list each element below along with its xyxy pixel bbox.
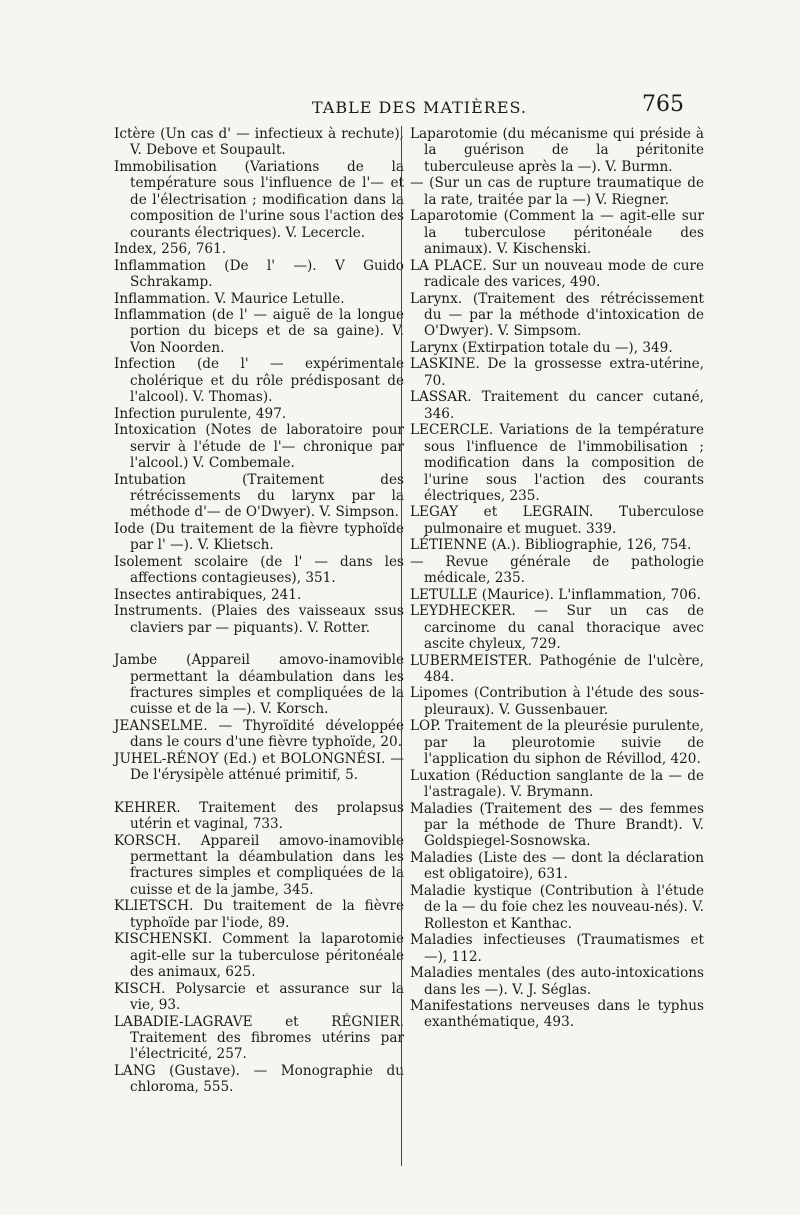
index-entry: Isolement scolaire (de l' — dans les affections contagieuses), 351.	[114, 553, 404, 587]
index-entry: Larynx (Extirpation totale du —), 349.	[410, 339, 673, 356]
left-column	[114, 126, 404, 1096]
index-entry: Maladies (Liste des — dont la déclaration est obligatoire), 631.	[410, 849, 704, 883]
section-gap	[114, 636, 404, 652]
index-entry: Infection (de l' — expérimentale cholérique et du rôle prédisposant de l'alcool). V. Thomas).	[114, 356, 404, 406]
right-column	[404, 126, 704, 1031]
index-entry: Intubation (Traitement des rétrécissements du larynx par la méthode d'— de O'Dwyer). V. Simpson.	[114, 471, 404, 521]
index-entry: Jambe (Appareil amovo-inamovible permettant la déambulation dans les fractures simples et compliquées de la cuisse et de la —). V. Korsch.	[114, 652, 404, 718]
index-entry: JEANSELME. — Thyroïdité développée dans le cours d'une fièvre typhoïde, 20.	[114, 717, 404, 751]
index-entry: Maladie kystique (Contribution à l'étude de la — du foie chez les nouveau-nés). V. Rolleston et Kanthac.	[410, 882, 704, 932]
index-entry: LETULLE (Maurice). L'inflammation, 706.	[410, 586, 701, 603]
index-entry: Manifestations nerveuses dans le typhus exanthématique, 493.	[410, 998, 704, 1031]
index-entry: LANG (Gustave). — Monographie du chloroma, 555.	[114, 1062, 404, 1096]
running-title: TABLE DES MATIÈRES.	[312, 98, 527, 117]
index-entry: Maladies mentales (des auto-intoxications dans les —). V. J. Séglas.	[410, 965, 704, 998]
index-entry: Immobilisation (Variations de la température sous l'influence de l'— et de l'électrisation ; modification dans la composition de l'urine sous l'action des courants électriques). V. Lecercle.	[114, 158, 404, 241]
index-entry: LASKINE. De la grossesse extra-utérine, 70.	[410, 356, 704, 389]
index-entry: LUBERMEISTER. Pathogénie de l'ulcère, 484.	[410, 652, 704, 685]
index-entry: Maladies (Traitement des — des femmes par la méthode de Thure Brandt). V. Goldspiegel-Sosnowska.	[410, 800, 704, 850]
index-entry: LASSAR. Traitement du cancer cutané, 346.	[410, 389, 704, 422]
index-entry: LOP. Traitement de la pleurésie purulente, par la pleurotomie suivie de l'application du siphon de Révillod, 420.	[410, 718, 704, 768]
index-entry: Inflammation (de l' — aiguë de la longue portion du biceps et de sa gaine). V. Von Noorden.	[114, 306, 404, 356]
index-entry: LÉTIENNE (A.). Bibliographie, 126, 754.	[410, 537, 692, 554]
index-entry: Laparotomie (du mécanisme qui préside à la guérison de la péritonite tuberculeuse après la —). V. Burmn.	[410, 126, 704, 175]
index-entry: LEYDHECKER. — Sur un cas de carcinome du canal thoracique avec ascite chyleux, 729.	[410, 603, 704, 653]
index-entry: KISCHENSKI. Comment la laparotomie agit-elle sur la tuberculose péritonéale des animaux, 625.	[114, 931, 404, 981]
index-entry: Infection purulente, 497.	[114, 405, 287, 422]
index-entry: Inflammation (De l' —). V Guido Schrakamp.	[114, 257, 404, 291]
index-entry: Insectes antirabiques, 241.	[114, 586, 302, 603]
index-entry: LABADIE-LAGRAVE et RÉGNIER. Traitement des fibromes utérins par l'électricité, 257.	[114, 1013, 404, 1063]
index-entry: Luxation (Réduction sanglante de la — de l'astragale). V. Brymann.	[410, 767, 704, 801]
index-entry: LECERCLE. Variations de la température sous l'influence de l'immobilisation ; modification dans la composition de l'urine sous l'action des courants électriques, 235.	[410, 422, 704, 504]
index-entry: KISCH. Polysarcie et assurance sur la vie, 93.	[114, 980, 404, 1014]
index-entry: Maladies infectieuses (Traumatismes et —), 112.	[410, 932, 704, 965]
index-entry: — Revue générale de pathologie médicale, 235.	[410, 553, 704, 587]
index-entry: Inflammation. V. Maurice Letulle.	[114, 290, 345, 307]
index-entry: KORSCH. Appareil amovo-inamovible permettant la déambulation dans les fractures simples et compliquées de la cuisse et de la jambe, 345.	[114, 832, 404, 898]
page-header	[0, 92, 800, 126]
index-entry: Iode (Du traitement de la fièvre typhoïde par l' —). V. Klietsch.	[114, 520, 404, 554]
index-entry: LA PLACE. Sur un nouveau mode de cure radicale des varices, 490.	[410, 257, 704, 291]
index-entry: — (Sur un cas de rupture traumatique de la rate, traitée par la —) V. Riegner.	[410, 175, 704, 208]
index-entry: Lipomes (Contribution à l'étude des sous-pleuraux). V. Gussenbauer.	[410, 685, 704, 718]
index-entry: JUHEL-RÉNOY (Ed.) et BOLONGNÉSI. — De l'érysipèle atténué primitif, 5.	[114, 750, 404, 784]
index-entry: Index, 256, 761.	[114, 241, 227, 258]
index-entry: Laparotomie (Comment la — agit-elle sur la tuberculose péritonéale des animaux). V. Kischenski.	[410, 208, 704, 258]
section-gap	[114, 784, 404, 800]
index-columns	[114, 126, 704, 1176]
column-divider	[401, 126, 402, 1166]
index-entry: Intoxication (Notes de laboratoire pour servir à l'étude de l'— chronique par l'alcool.) V. Combemale.	[114, 422, 404, 472]
page-number: 765	[642, 92, 684, 117]
index-entry: KLIETSCH. Du traitement de la fièvre typhoïde par l'iode, 89.	[114, 898, 404, 931]
index-entry: LEGAY et LEGRAIN. Tuberculose pulmonaire et muguet. 339.	[410, 504, 704, 537]
index-entry: KEHRER. Traitement des prolapsus utérin et vaginal, 733.	[114, 799, 404, 833]
index-entry: Larynx. (Traitement des rétrécissement du — par la méthode d'intoxication de O'Dwyer). V. Simpsom.	[410, 290, 704, 340]
index-entry: Ictère (Un cas d' — infectieux à rechute), V. Debove et Soupault.	[114, 126, 404, 159]
index-entry: Instruments. (Plaies des vaisseaux ssus claviers par — piquants). V. Rotter.	[114, 603, 404, 636]
